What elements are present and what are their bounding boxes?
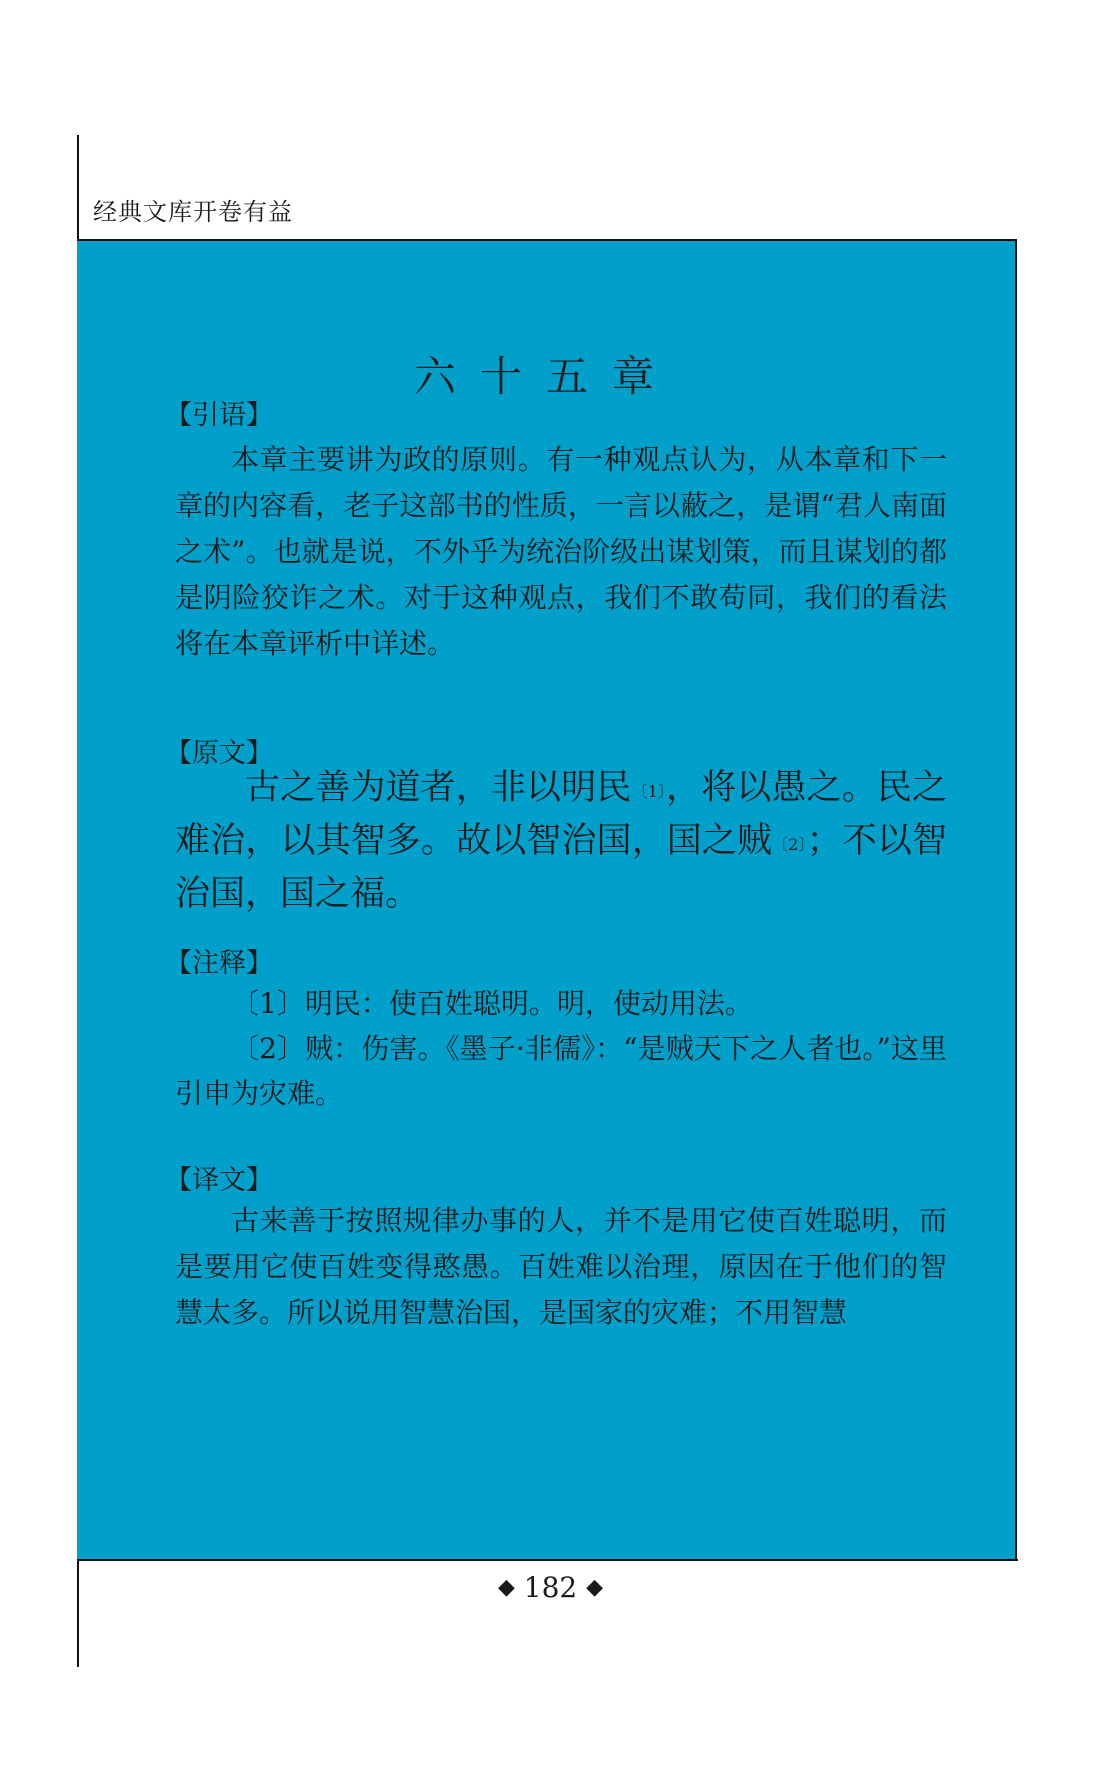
original-paragraph — [175, 762, 947, 921]
note-2: 〔2〕贼：伤害。《墨子·非儒》：“是贼天下之人者也。”这里引申为灾难。 — [175, 1032, 947, 1110]
translation-label: 【译文】 — [165, 1165, 273, 1196]
diamond-ornament-left: ◆ — [497, 1575, 515, 1600]
page-number-footer — [0, 1571, 1101, 1604]
content-panel — [77, 239, 1017, 1559]
bottom-rule — [77, 1559, 1018, 1561]
page-number: 182 — [523, 1571, 578, 1604]
intro-label: 【引语】 — [165, 400, 273, 431]
translation-paragraph: 古来善于按照规律办事的人，并不是用它使百姓聪明，而是要用它使百姓变得憨愚。百姓难以治理，原因在于他们的智慧太多。所以说用智慧治国，是国家的灾难；不用智慧 — [175, 1204, 947, 1329]
footnote-ref-1: 〔1〕 — [631, 782, 667, 801]
chapter-title: 六十五章 — [413, 352, 678, 401]
diamond-ornament-right: ◆ — [586, 1575, 604, 1600]
original-label: 【原文】 — [165, 738, 273, 769]
note-1: 〔1〕明民：使百姓聪明。明，使动用法。 — [231, 987, 753, 1020]
notes-label: 【注释】 — [165, 948, 273, 979]
original-text-part-1: 古之善为道者，非以明民 — [245, 768, 632, 808]
intro-paragraph: 本章主要讲为政的原则。有一种观点认为，从本章和下一章的内容看，老子这部书的性质，一言以蔽之，是谓“君人南面之术”。也就是说，不外乎为统治阶级出谋划策，而且谋划的都是阴险狡诈之术。对于这种观点，我们不敢苟同，我们的看法将在本章评析中详述。 — [175, 443, 947, 660]
footnote-ref-2: 〔2〕 — [772, 835, 807, 854]
series-title: 经典文库开卷有益 — [93, 198, 293, 226]
original-text-part-2: ，将以愚之。民之难治，以其智多。故以智治国，国之贼 — [175, 768, 947, 861]
original-text-part-3: ；不以智治国，国之福。 — [175, 821, 947, 914]
